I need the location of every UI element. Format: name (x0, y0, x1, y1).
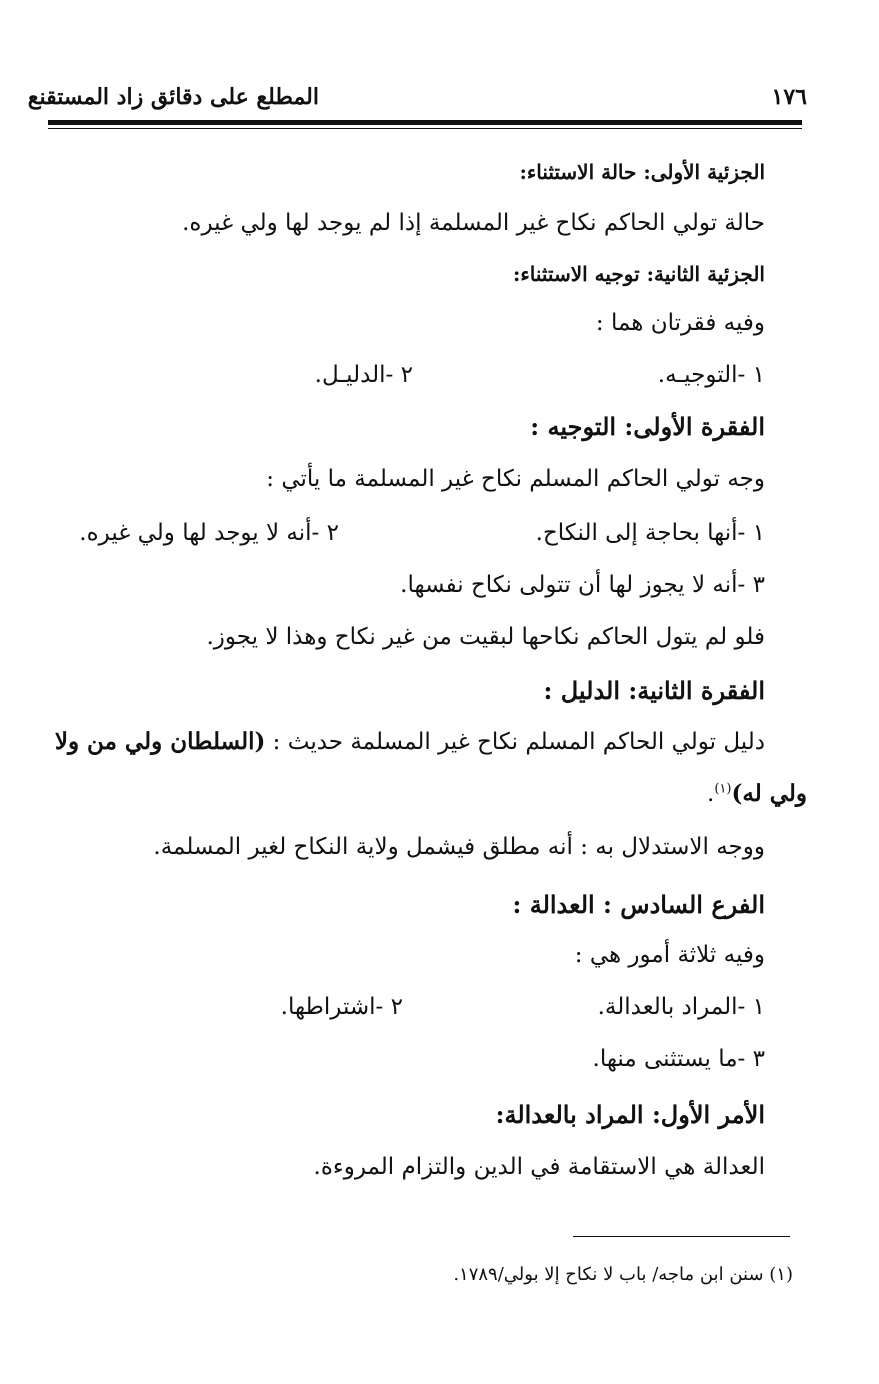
section-heading: الفقرة الثانية: الدليل : (543, 676, 765, 705)
header-rule-thick (48, 120, 802, 125)
list-item: ٢ -اشتراطها. (280, 994, 403, 1020)
section-heading: الجزئية الأولى: حالة الاستثناء: (519, 160, 765, 184)
page-number: ١٧٦ (771, 84, 807, 110)
hadith-text: (السلطان ولي من ولا (54, 728, 266, 755)
header-rule-thin (48, 128, 802, 129)
section-heading: الفرع السادس : العدالة : (512, 890, 765, 919)
paragraph: حالة تولي الحاكم نكاح غير المسلمة إذا لم يوجد لها ولي غيره. (182, 210, 765, 236)
paragraph (55, 728, 765, 755)
list-item: ١ -التوجيـه. (657, 362, 765, 388)
section-heading: الجزئية الثانية: توجيه الاستثناء: (512, 262, 765, 286)
paragraph-text: . (707, 781, 715, 807)
footnote-marker[interactable]: (١) (714, 781, 732, 797)
list-item: ٢ -الدليـل. (314, 362, 413, 388)
list-item: ٣ -أنه لا يجوز لها أن تتولى نكاح نفسها. (400, 572, 765, 598)
paragraph: العدالة هي الاستقامة في الدين والتزام المروءة. (313, 1154, 765, 1180)
list-item: ٢ -أنه لا يوجد لها ولي غيره. (79, 520, 339, 546)
paragraph: ووجه الاستدلال به : أنه مطلق فيشمل ولاية النكاح لغير المسلمة. (153, 834, 765, 860)
paragraph-text: دليل تولي الحاكم المسلم نكاح غير المسلمة حديث : (265, 729, 765, 755)
list-item: ٣ -ما يستثنى منها. (592, 1046, 765, 1072)
list-item: ١ -المراد بالعدالة. (597, 994, 765, 1020)
footnote: (١) سنن ابن ماجه/ باب لا نكاح إلا بولي/١٧٨٩. (453, 1264, 793, 1285)
hadith-text: ولي له) (731, 780, 807, 807)
book-title: المطلع على دقائق زاد المستقنع (27, 84, 319, 110)
list-item: ١ -أنها بحاجة إلى النكاح. (535, 520, 765, 546)
paragraph: وفيه ثلاثة أمور هي : (574, 942, 765, 968)
paragraph: فلو لم يتول الحاكم نكاحها لبقيت من غير نكاح وهذا لا يجوز. (206, 624, 765, 650)
paragraph: وفيه فقرتان هما : (595, 310, 765, 336)
section-heading: الفقرة الأولى: التوجيه : (530, 412, 765, 441)
paragraph (707, 780, 807, 807)
paragraph: وجه تولي الحاكم المسلم نكاح غير المسلمة ما يأتي : (266, 466, 765, 492)
footnote-rule (573, 1236, 790, 1237)
section-heading: الأمر الأول: المراد بالعدالة: (495, 1100, 765, 1129)
